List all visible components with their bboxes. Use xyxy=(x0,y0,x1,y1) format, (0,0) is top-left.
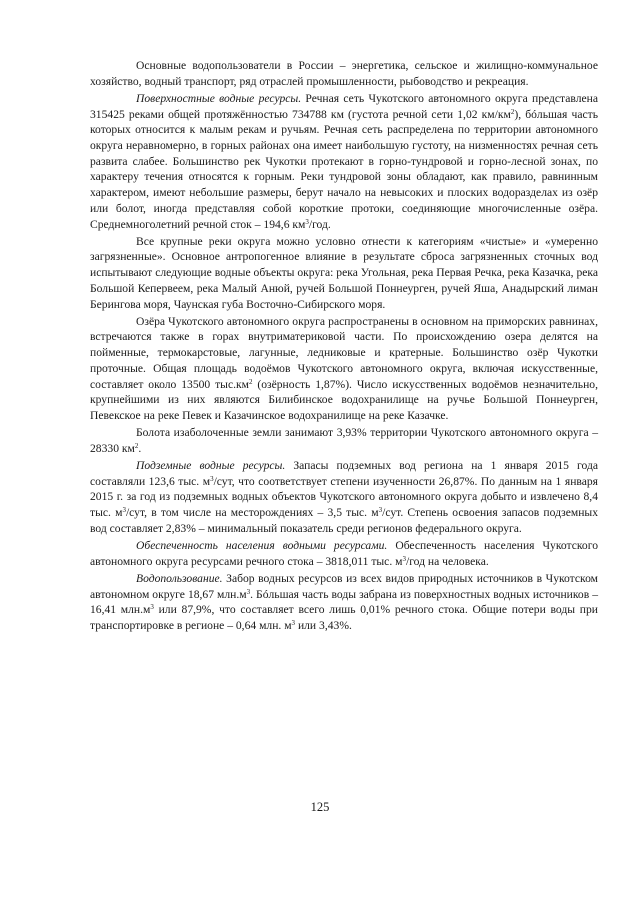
superscript: 2 xyxy=(248,377,253,386)
paragraph-water-use xyxy=(90,571,598,634)
paragraph-text: . Бóльшая часть воды забрана из поверхностных водных источников – 16,41 млн.м xyxy=(90,587,598,617)
superscript: 2 xyxy=(134,441,139,450)
superscript: 3 xyxy=(150,603,154,612)
section-title-water-supply: Обеспеченность населения водными ресурсами. xyxy=(136,539,388,553)
paragraph-text: (озёрность 1,87%). Число искусственных водоёмов незначительно, крупнейшими из них являются Билибинское водохранилище на ручье Большой Поннеурген, Певекское на реке Певек и Казачинское водохранилище на реке Казачке. xyxy=(90,377,598,422)
paragraph-text: Болота изаболоченные земли занимают 3,93% территории Чукотского автономного округа – 28330 км xyxy=(90,426,598,455)
superscript: 3 xyxy=(210,474,214,483)
superscript: 2 xyxy=(510,107,515,116)
paragraph-text: Основные водопользователи в России – энергетика, сельское и жилищно-коммунальное хозяйство, водный транспорт, ряд отраслей промышленности, рыбоводство и рекреация. xyxy=(90,59,598,88)
page-number: 125 xyxy=(310,800,330,814)
superscript: 3 xyxy=(402,554,406,563)
paragraph-groundwater xyxy=(90,458,598,537)
superscript: 3 xyxy=(122,506,126,515)
section-title-water-use: Водопользование. xyxy=(136,572,223,585)
paragraph-text: /сут, что соответствует степени изученности 26,87%. По данным на 1 января 2015 г. за год из подземных водных объектов Чукотского автономного округа добыто и извлечено 8,4 тыс. м xyxy=(90,474,598,520)
paragraph-water-supply xyxy=(90,538,598,569)
paragraph-text: Забор водных ресурсов из всех видов природных источников в Чукотском автономном округе 18,67 млн.м xyxy=(90,572,598,601)
paragraph-text: Речная сеть Чукотского автономного округа представлена 315425 реками общей протяжённостью 734788 км (густота речной сети 1,02 км/км xyxy=(90,91,598,121)
paragraph-pollution xyxy=(90,234,598,313)
paragraph-text: Все крупные реки округа можно условно отнести к категориям «чистые» и «умеренно загрязненные». Основное антропогенное влияние в результате сброса загрязненных сточных вод испытывают следующие водные объекты округа: река Угольная, река Первая Речка, река Казачка, река Большой Кепервеем, река Малый Анюй, ручей Большой Поннеурген, ручей Яша, Анадырский лиман Берингова моря, Чаунская губа Восточно-Сибирского моря. xyxy=(90,234,598,311)
superscript: 3 xyxy=(305,217,309,226)
paragraph-text: Озёра Чукотского автономного округа распространены в основном на приморских равнинах, встречаются также в горах внутриматериковой части. По происхождению озера делятся на пойменные, термокарстовые, лагунные, ледниковые и кратерные. Большинство озёр Чукотки проточные. Общая площадь водоёмов Чукотского автономного округа, включая искусственные, составляет около 13500 тыс.км xyxy=(90,314,598,391)
paragraph-text: ), бóльшая часть которых относится к малым рекам и ручьям. Речная сеть распределена по территории автономного округа неравномерно, в горных районах она имеет наибольшую густоту, на низменностях речная сеть развита слабее. Большинство рек Чукотки протекают в горно-тундровой и горно-лесной зонах, по характеру течения относятся к горным. Реки тундровой зоны обладают, как правило, равнинным характером, имеют небольшие размеры, берут начало на невысоких и плоских водоразделах из озёр или болот, иногда представляя собой короткие протоки, соединяющие многочисленные озёра. Среднемноголетний речной сток – 194,6 км xyxy=(90,107,598,231)
superscript: 3 xyxy=(246,587,251,596)
body-text xyxy=(90,58,598,635)
paragraph-text: /год. xyxy=(308,217,331,231)
paragraph-text: /сут. Степень освоения запасов подземных вод составляет 2,83% – минимальный показатель среди регионов федерального округа. xyxy=(90,506,598,535)
paragraph-text: /сут, в том числе на месторождениях – 3,5 тыс. м xyxy=(125,506,379,520)
paragraph-text: Запасы подземных вод региона на 1 января 2015 года составляли 123,6 тыс. м xyxy=(90,459,599,488)
superscript: 3 xyxy=(291,619,296,628)
paragraph-text: или 87,9%, что составляет всего лишь 0,01% речного стока. Общие потери воды при транспортировке в регионе – 0,64 млн. м xyxy=(90,603,598,633)
paragraph-surface-water xyxy=(90,91,598,232)
paragraph-lakes xyxy=(90,314,598,424)
paragraph-text: . xyxy=(138,441,142,455)
paragraph-wetlands xyxy=(90,425,598,456)
paragraph-text: Обеспеченность населения Чукотского автономного округа ресурсами речного стока – 3818,011 тыс. м xyxy=(90,539,598,568)
superscript: 3 xyxy=(378,506,383,515)
paragraph-water-users xyxy=(90,58,598,89)
paragraph-text: /год на человека. xyxy=(405,554,489,568)
section-title-groundwater: Подземные водные ресурсы. xyxy=(136,459,286,473)
paragraph-text: или 3,43%. xyxy=(295,619,352,633)
section-title-surface-water: Поверхностные водные ресурсы. xyxy=(136,91,302,105)
